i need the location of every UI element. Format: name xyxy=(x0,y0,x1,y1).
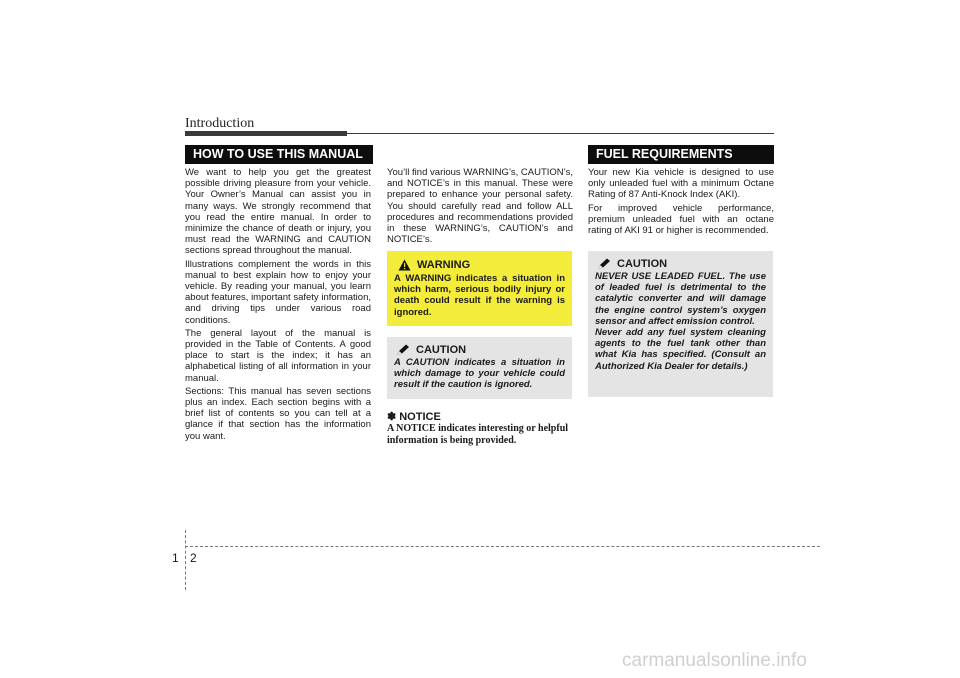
column-fuel-requirements xyxy=(588,167,774,238)
header-rule xyxy=(347,133,774,134)
caution-text: A CAUTION indicates a situation in which damage to your vehicle could result if the caution is ignored. xyxy=(394,357,565,391)
paragraph: The general layout of the manual is provided in the Table of Contents. A good place to start is the index; it has an alphabetical listing of all information in your manual. xyxy=(185,327,371,384)
paragraph: Illustrations complement the words in this manual to best explain how to enjoy your vehicle. By reading your manual, you learn about features, important safety information, and driving tips under various road conditions. xyxy=(185,258,371,326)
paragraph: Sections: This manual has seven sections plus an index. Each section begins with a brief list of contents so you can tell at a glance if that section has the information you want. xyxy=(185,385,371,442)
fuel-caution-box xyxy=(588,251,773,397)
warning-triangle-icon xyxy=(398,259,411,271)
fuel-caution-title: CAUTION xyxy=(617,258,668,270)
notice-star-icon: ✽ xyxy=(387,411,397,423)
column-notices-intro xyxy=(387,167,573,247)
watermark: carmanualsonline.info xyxy=(622,650,807,671)
caution-pencil-icon xyxy=(396,344,410,356)
paragraph: You’ll find various WARNING’s, CAUTION’s, and NOTICE’s in this manual. These were prepared to enhance your personal safety. You should carefully read and follow ALL procedures and recommendations provided in these WARNING’s, CAUTION’s and NOTICE’s. xyxy=(387,167,573,246)
warning-text: A WARNING indicates a situation in which harm, serious bodily injury or death could result if the warning is ignored. xyxy=(394,273,565,318)
chapter-number: 1 xyxy=(172,551,179,565)
warning-box xyxy=(387,251,572,326)
notice-heading xyxy=(387,410,441,423)
column-how-to-use xyxy=(185,167,371,444)
fuel-caution-heading xyxy=(595,258,766,270)
paragraph: Never add any fuel system cleaning agents to the fuel tank other than what Kia has specified. (Consult an Authorized Kia Dealer for details.) xyxy=(595,327,766,372)
caution-pencil-icon xyxy=(597,258,611,270)
page-number: 2 xyxy=(190,551,197,565)
section-title-fuel-requirements: FUEL REQUIREMENTS xyxy=(588,145,774,164)
paragraph: NEVER USE LEADED FUEL. The use of leaded fuel is detrimental to the catalytic converter and will damage the engine control system’s oxygen sensor and affect emission control. xyxy=(595,271,766,327)
footer-divider xyxy=(185,530,186,590)
section-title-how-to-use: HOW TO USE THIS MANUAL xyxy=(185,145,373,164)
fuel-caution-text xyxy=(595,271,766,372)
paragraph: For improved vehicle performance, premium unleaded fuel with an octane rating of AKI 91 or higher is recommended. xyxy=(588,202,774,237)
warning-heading xyxy=(394,259,565,271)
footer-rule xyxy=(185,546,820,547)
caution-title: CAUTION xyxy=(416,344,467,356)
paragraph: Your new Kia vehicle is designed to use only unleaded fuel with a minimum Octane Rating of 87 Anti-Knock Index (AKI). xyxy=(588,167,774,201)
notice-text: A NOTICE indicates interesting or helpful information is being provided. xyxy=(387,423,569,446)
paragraph: We want to help you get the greatest possible driving pleasure from your vehicle. Your Owner’s Manual can assist you in many ways. We strongly recommend that you read the entire manual. In order to minimize the chance of death or injury, you must read the WARNING and CAUTION sections spread throughout the manual. xyxy=(185,167,371,257)
caution-heading xyxy=(394,344,565,356)
caution-box xyxy=(387,337,572,399)
warning-title: WARNING xyxy=(417,259,471,271)
notice-title: NOTICE xyxy=(399,410,441,423)
header-bar xyxy=(185,131,347,136)
page-header-title: Introduction xyxy=(185,116,255,131)
